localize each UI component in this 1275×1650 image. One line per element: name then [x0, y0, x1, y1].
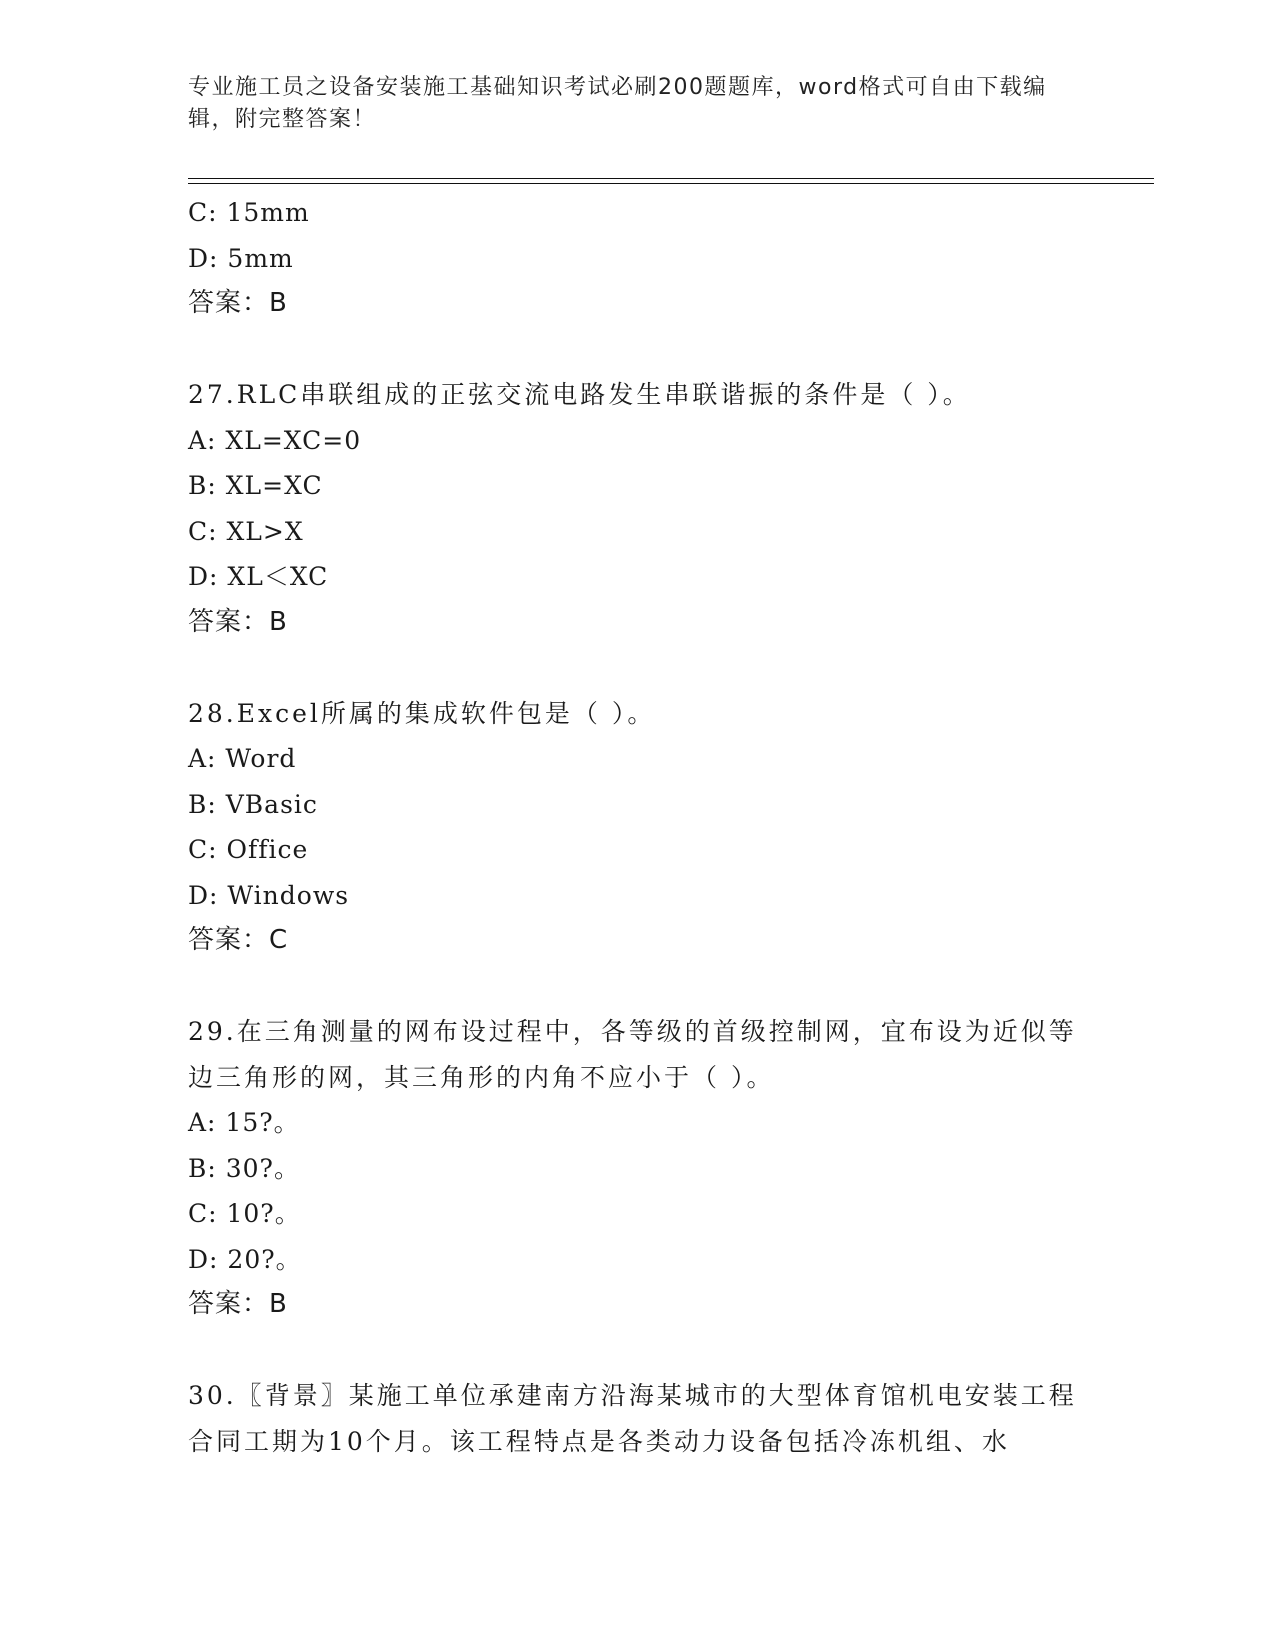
option-d: D: 20?。 [188, 1244, 302, 1274]
question-gap [188, 964, 1088, 1010]
question-gap [188, 645, 1088, 691]
question-gap [188, 327, 1088, 373]
question-29 [188, 1009, 1088, 1328]
question-gap [188, 1328, 1088, 1374]
question-stem: 30.〖背景〗某施工单位承建南方沿海某城市的大型体育馆机电安装工程合同工期为10个月。该工程特点是各类动力设备包括冷冻机组、水 [188, 1381, 1077, 1456]
answer-label: 答案：C [188, 925, 289, 955]
document-header-title: 专业施工员之设备安装施工基础知识考试必刷200题题库，word格式可自由下载编辑，附完整答案！ [188, 75, 1047, 132]
question-fragment-26 [188, 190, 1088, 327]
option-a: A: Word [188, 744, 297, 773]
option-a: A: XL=XC=0 [188, 425, 362, 455]
option-d: D: 5mm [188, 243, 294, 273]
answer-label: 答案：B [188, 288, 288, 318]
answer-label: 答案：B [188, 606, 288, 637]
header-rule-top [188, 178, 1154, 179]
question-stem: 27.RLC串联组成的正弦交流电路发生串联谐振的条件是（ ）。 [188, 380, 971, 409]
option-b: B: XL=XC [188, 471, 323, 500]
question-stem: 29.在三角测量的网布设过程中，各等级的首级控制网，宜布设为近似等边三角形的网，其三角形的内角不应小于（ ）。 [188, 1017, 1077, 1092]
option-c: C: XL>X [188, 516, 304, 546]
option-c: C: Office [188, 835, 309, 864]
question-stem: 28.Excel所属的集成软件包是（ ）。 [188, 698, 656, 728]
question-27 [188, 372, 1088, 645]
option-c: C: 10?。 [188, 1199, 301, 1228]
header-rule-bottom [188, 183, 1154, 184]
answer-label: 答案：B [188, 1289, 288, 1319]
option-a: A: 15?。 [188, 1108, 300, 1137]
option-d: D: Windows [188, 880, 350, 910]
question-28 [188, 691, 1088, 964]
option-b: B: VBasic [188, 789, 318, 819]
question-content [188, 190, 1088, 1464]
option-b: B: 30?。 [188, 1153, 300, 1183]
option-d: D: XL＜XC [188, 562, 329, 591]
question-30 [188, 1373, 1088, 1464]
option-c: C: 15mm [188, 198, 310, 227]
